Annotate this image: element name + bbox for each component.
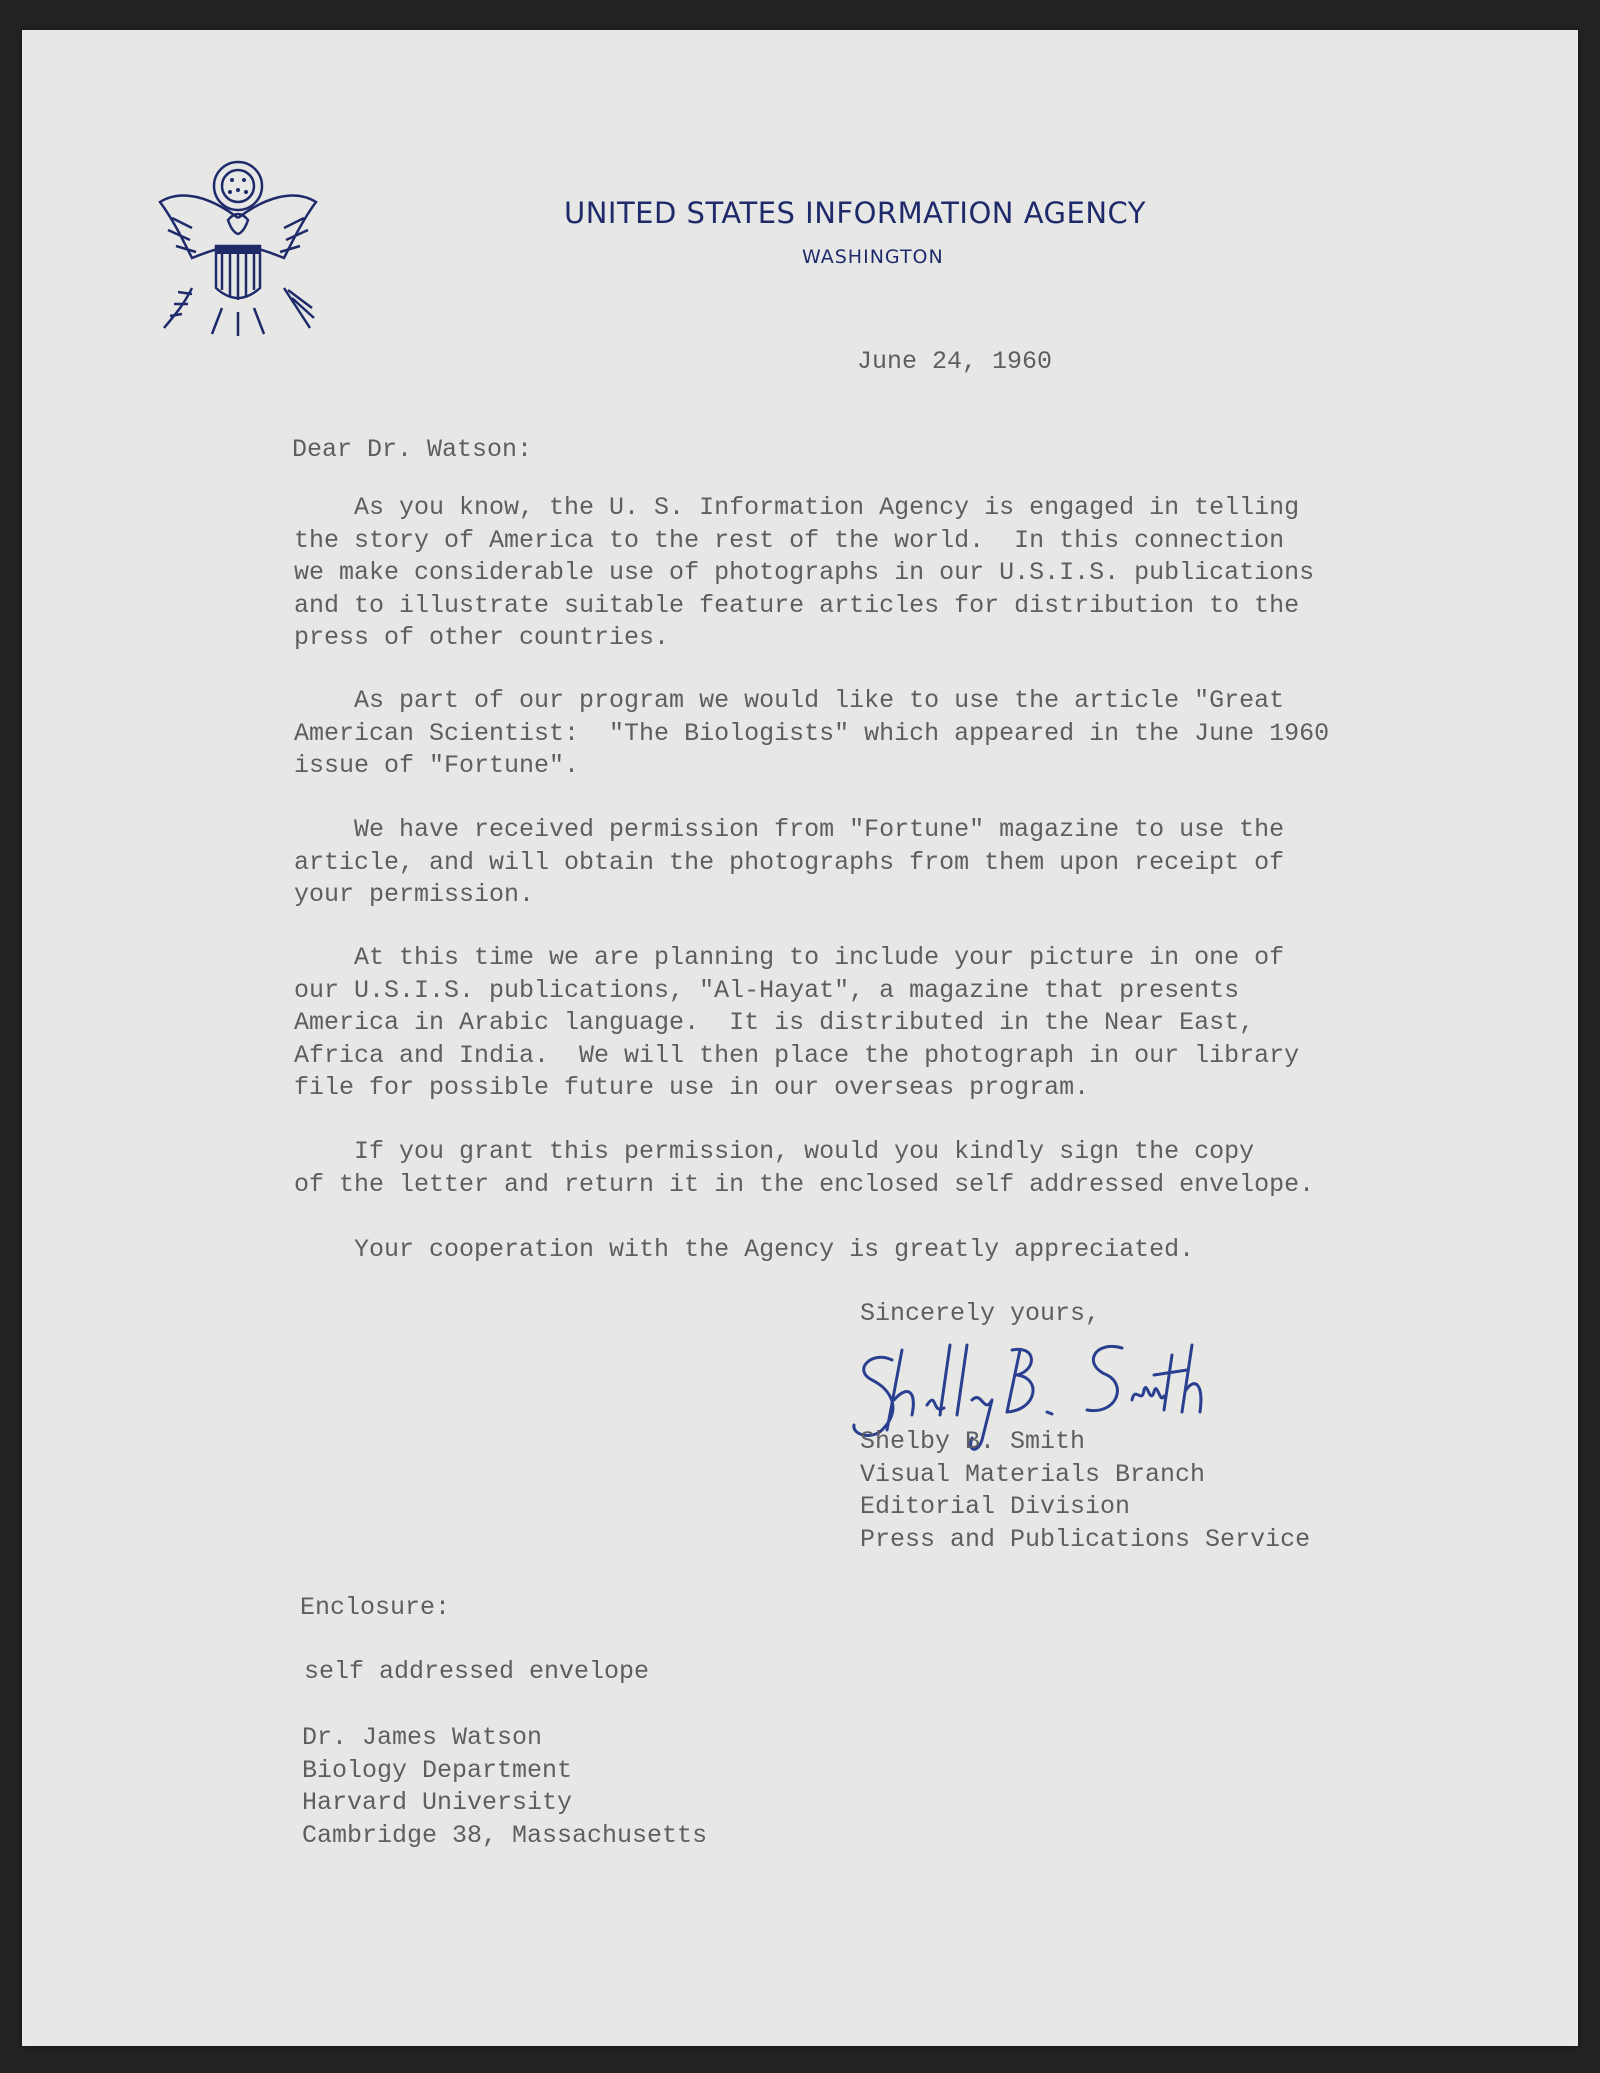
paragraph-3: We have received permission from "Fortune" magazine to use the article, and will obtain the photographs from them upon receipt of your permission. xyxy=(294,815,1285,909)
signer-service: Press and Publications Service xyxy=(860,1524,1311,1554)
recipient-address xyxy=(302,1722,707,1852)
recipient-institution: Harvard University xyxy=(302,1788,573,1817)
enclosure-item: self addressed envelope xyxy=(304,1657,650,1686)
great-seal-icon xyxy=(152,158,324,338)
paragraph-1: As you know, the U. S. Information Agency is engaged in telling the story of America to the rest of the world. In this connection we make considerable use of photographs in our U.S.I.S. publications and to illustrate suitable feature articles for distribution to the press of other countries. xyxy=(294,493,1315,652)
letter-page xyxy=(22,30,1578,2046)
signer-branch: Visual Materials Branch xyxy=(860,1459,1206,1489)
recipient-department: Biology Department xyxy=(302,1755,573,1785)
signer-name: Shelby B. Smith xyxy=(860,1427,1086,1456)
paragraph-6: Your cooperation with the Agency is greatly appreciated. xyxy=(294,1235,1195,1264)
letter-date: June 24, 1960 xyxy=(857,347,1053,376)
paragraph-5: If you grant this permission, would you kindly sign the copy of the letter and return it in the enclosed self addressed envelope. xyxy=(294,1137,1315,1199)
closing: Sincerely yours, xyxy=(860,1299,1101,1328)
enclosure-label: Enclosure: xyxy=(300,1593,451,1622)
paragraph-4: At this time we are planning to include your picture in one of our U.S.I.S. publications, "Al-Hayat", a magazine that presents America in Arabic language. It is distributed in the Near East, Africa and India. We will then place the photograph in our library file for possible future use in our overseas program. xyxy=(294,943,1300,1102)
paragraph-2: As part of our program we would like to use the article "Great American Scientist: "The Biologists" which appeared in the June 1960 issue of "Fortune". xyxy=(294,686,1330,780)
signer-division: Editorial Division xyxy=(860,1492,1131,1521)
salutation: Dear Dr. Watson: xyxy=(292,435,533,464)
recipient-city: Cambridge 38, Massachusetts xyxy=(302,1820,708,1850)
recipient-name: Dr. James Watson xyxy=(302,1723,543,1752)
agency-title: UNITED STATES INFORMATION AGENCY xyxy=(564,196,1146,230)
agency-city: WASHINGTON xyxy=(802,246,944,268)
signer-block xyxy=(860,1426,1310,1556)
